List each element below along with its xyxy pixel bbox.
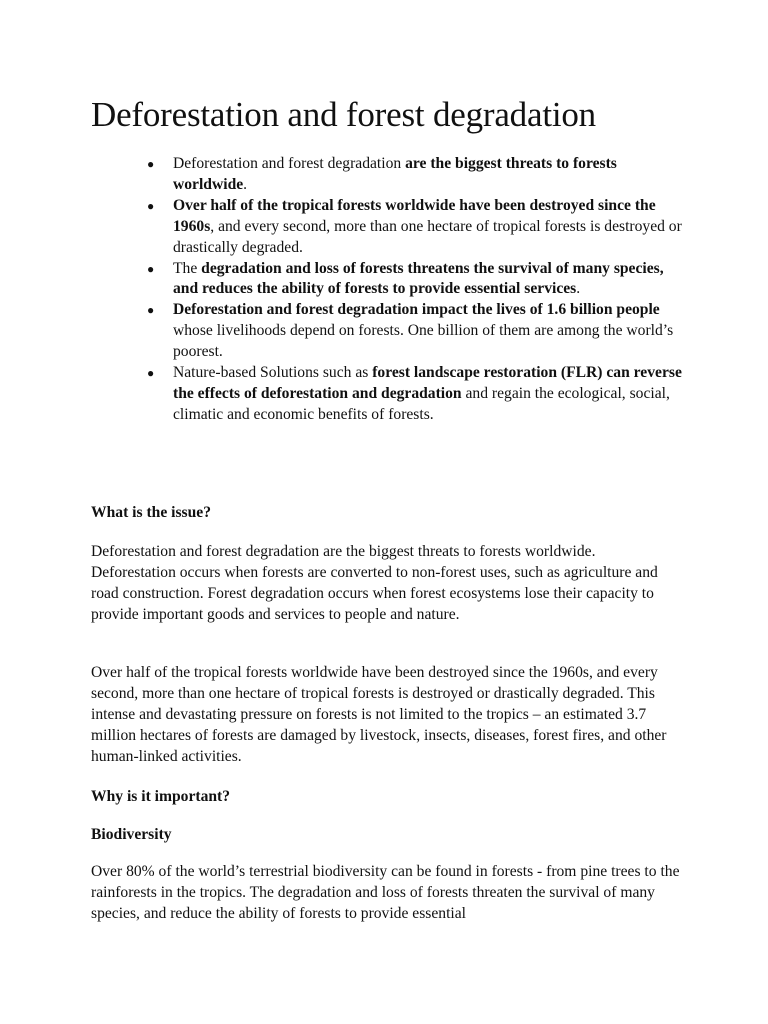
page-title: Deforestation and forest degradation [91, 95, 596, 134]
bullet-text: The degradation and loss of forests threatens the survival of many species, and reduces the ability of forests to provide essential services. [173, 259, 664, 298]
bullet-item [147, 300, 683, 363]
bullet-icon: ● [147, 157, 155, 171]
bullet-item [147, 196, 683, 259]
important-heading: Why is it important? [91, 788, 231, 805]
issue-paragraph-2: Over half of the tropical forests worldwide have been destroyed since the 1960s, and every second, more than one hectare of tropical forests is destroyed or drastically degraded. This intense and devastating pressure on forests is not limited to the tropics – an estimated 3.7 million hectares of forests are damaged by livestock, insects, diseases, forest fires, and other human-linked activities. [91, 664, 667, 765]
bullet-item [147, 154, 683, 196]
biodiversity-paragraph-1: Over 80% of the world’s terrestrial biodiversity can be found in forests - from pine trees to the rainforests in the tropics. The degradation and loss of forests threaten the survival of many species, and reduce the ability of forests to provide essential [91, 863, 680, 922]
bullet-icon: ● [147, 366, 155, 381]
bullet-item [147, 363, 683, 426]
bullet-text: Over half of the tropical forests worldwide have been destroyed since the 1960s, and every second, more than one hectare of tropical forests is destroyed or drastically degraded. [173, 196, 682, 256]
bullet-text: Deforestation and forest degradation are the biggest threats to forests worldwide. [173, 155, 617, 193]
bullet-icon: ● [147, 261, 155, 276]
bullet-icon: ● [147, 303, 155, 318]
bullet-text: Nature-based Solutions such as forest landscape restoration (FLR) can reverse the effects of deforestation and degradation and regain the ecological, social, climatic and economic benefits of forests. [173, 364, 682, 423]
bullet-item [147, 259, 683, 301]
issue-heading: What is the issue? [91, 504, 211, 521]
issue-paragraph-1: Deforestation and forest degradation are the biggest threats to forests worldwide. Deforestation occurs when forests are converted to non-forest uses, such as agriculture and road construction. Forest degradation occurs when forest ecosystems lose their capacity to provide important goods and services to people and nature. [91, 543, 658, 623]
biodiversity-heading: Biodiversity [91, 826, 172, 843]
key-points-list [147, 154, 683, 426]
bullet-text: Deforestation and forest degradation impact the lives of 1.6 billion people whose livelihoods depend on forests. One billion of them are among the world’s poorest. [173, 301, 674, 361]
bullet-icon: ● [147, 198, 155, 213]
